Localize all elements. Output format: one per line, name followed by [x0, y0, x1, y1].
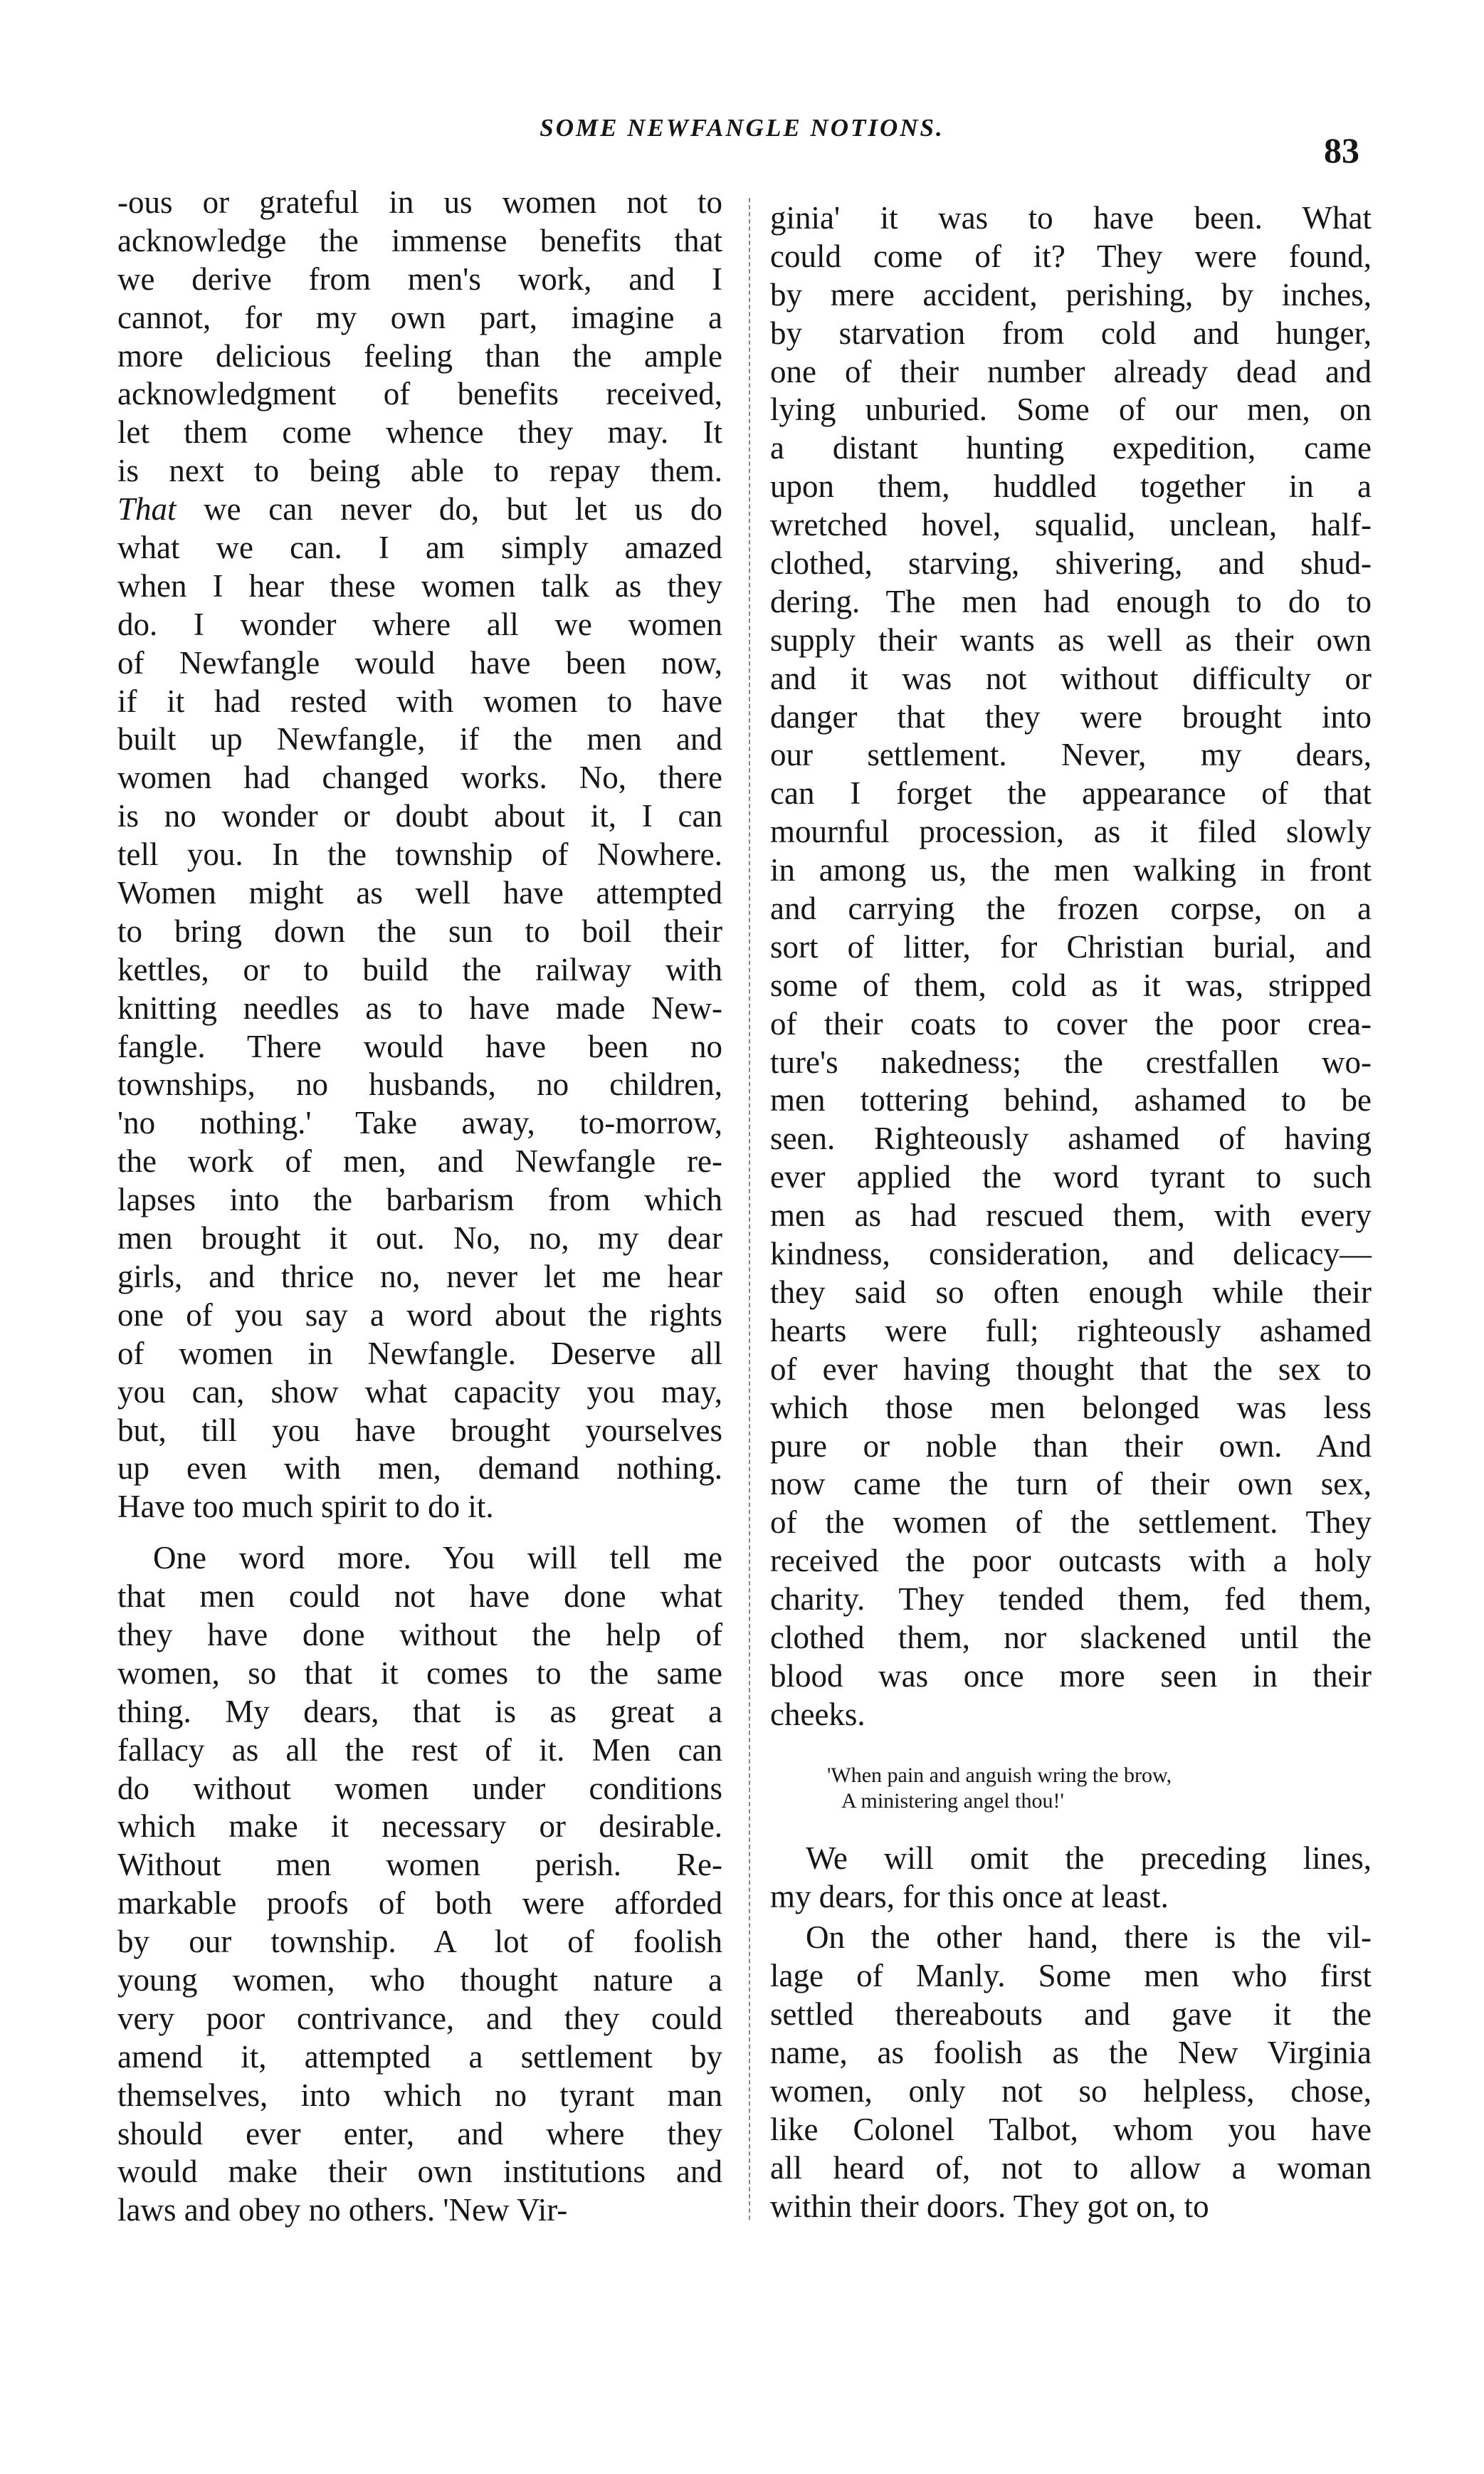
text-line: of women in Newfangle. Deserve all	[117, 1335, 722, 1371]
quote-line: A ministering angel thou!'	[841, 1788, 1064, 1813]
text-line: women had changed works. No, there	[117, 760, 722, 796]
right-column	[770, 199, 1372, 2226]
text-line: ginia' it was to have been. What	[770, 200, 1372, 236]
text-line: women, only not so helpless, chose,	[770, 2072, 1372, 2109]
text-line: Have too much spirit to do it.	[117, 1489, 494, 1525]
text-line: sort of litter, for Christian burial, and	[770, 928, 1372, 965]
text-line: one of you say a word about the rights	[117, 1296, 722, 1333]
text-line: which those men belonged was less	[770, 1389, 1372, 1425]
text-line: but, till you have brought yourselves	[117, 1412, 722, 1448]
text-line: more delicious feeling than the ample	[117, 337, 722, 374]
text-line: by starvation from cold and hunger,	[770, 315, 1372, 351]
column-divider	[749, 198, 750, 2220]
text-line: a distant hunting expedition, came	[770, 430, 1372, 466]
text-line: up even with men, demand nothing.	[117, 1450, 722, 1487]
text-line: hearts were full; righteously ashamed	[770, 1312, 1372, 1348]
paragraph	[770, 199, 1372, 1734]
text-line: knitting needles as to have made New-	[117, 990, 722, 1026]
text-line: we derive from men's work, and I	[117, 261, 722, 297]
text-line: blood was once more seen in their	[770, 1657, 1372, 1694]
text-line: they have done without the help of	[117, 1616, 722, 1652]
text-line: thing. My dears, that is as great a	[117, 1693, 722, 1729]
text-line: We will omit the preceding lines,	[806, 1840, 1372, 1876]
text-line: you can, show what capacity you may,	[117, 1373, 722, 1410]
text-line: that men could not have done what	[117, 1578, 722, 1615]
text-line: upon them, huddled together in a	[770, 468, 1372, 505]
paragraph	[770, 1919, 1372, 2226]
text-line: themselves, into which no tyrant man	[117, 2077, 722, 2113]
running-head: SOME NEWFANGLE NOTIONS.	[540, 114, 944, 142]
text-line: of ever having thought that the sex to	[770, 1351, 1372, 1387]
text-line: laws and obey no others. 'New Vir-	[117, 2192, 568, 2228]
text-line: lapses into the barbarism from which	[117, 1182, 722, 1218]
text-line: they said so often enough while their	[770, 1274, 1372, 1310]
text-line: ture's nakedness; the crestfallen wo-	[770, 1044, 1372, 1080]
text-line: fangle. There would have been no	[117, 1028, 722, 1064]
text-line: within their doors. They got on, to	[770, 2188, 1209, 2224]
text-line: acknowledge the immense benefits that	[117, 222, 722, 258]
text-line: let them come whence they may. It	[117, 414, 722, 451]
text-line: by mere accident, perishing, by inches,	[770, 276, 1372, 313]
text-line: of their coats to cover the poor crea-	[770, 1005, 1372, 1042]
page-number: 83	[1324, 130, 1359, 170]
text-line: 'no nothing.' Take away, to-morrow,	[117, 1105, 722, 1141]
paragraph	[117, 1539, 722, 2230]
text-line: -ous or grateful in us women not to	[117, 184, 722, 220]
text-line: pure or noble than their own. And	[770, 1427, 1372, 1464]
quote-line: 'When pain and anguish wring the brow,	[827, 1763, 1172, 1787]
text-line: is no wonder or doubt about it, I can	[117, 798, 722, 834]
text-line: townships, no husbands, no children,	[117, 1066, 722, 1103]
text-line: dering. The men had enough to do to	[770, 583, 1372, 619]
text-line: young women, who thought nature a	[117, 1961, 722, 1998]
text-line: markable proofs of both were afforded	[117, 1885, 722, 1922]
text-line: clothed them, nor slackened until the	[770, 1619, 1372, 1655]
text-line: amend it, attempted a settlement by	[117, 2038, 722, 2075]
text-line: lying unburied. Some of our men, on	[770, 392, 1372, 428]
text-line: could come of it? They were found,	[770, 238, 1372, 274]
paragraph-gap	[117, 1526, 722, 1539]
text-line: cannot, for my own part, imagine a	[117, 299, 722, 335]
paragraph-gap	[770, 1814, 1372, 1840]
text-line: name, as foolish as the New Virginia	[770, 2035, 1372, 2071]
text-line: do. I wonder where all we women	[117, 606, 722, 642]
text-line: settled thereabouts and gave it the	[770, 1996, 1372, 2033]
text-line: Without men women perish. Re-	[117, 1847, 722, 1883]
text-line: kettles, or to build the railway with	[117, 951, 722, 987]
text-line: in among us, the men walking in front	[770, 852, 1372, 889]
text-line: of Newfangle would have been now,	[117, 644, 722, 681]
text-line: charity. They tended them, fed them,	[770, 1581, 1372, 1618]
text-line: built up Newfangle, if the men and	[117, 721, 722, 758]
paragraph	[117, 184, 722, 1526]
text-line: On the other hand, there is the vil-	[806, 1919, 1372, 1956]
text-line: men as had rescued them, with every	[770, 1197, 1372, 1234]
text-line: fallacy as all the rest of it. Men can	[117, 1731, 722, 1768]
text-line: seen. Righteously ashamed of having	[770, 1121, 1372, 1157]
text-line: to bring down the sun to boil their	[117, 913, 722, 949]
text-line: and carrying the frozen corpse, on a	[770, 891, 1372, 927]
text-line: when I hear these women talk as they	[117, 567, 722, 604]
text-line: That we can never do, but let us do	[117, 491, 722, 528]
text-line: girls, and thrice no, never let me hear	[117, 1258, 722, 1294]
text-line: some of them, cold as it was, stripped	[770, 967, 1372, 1003]
left-column	[117, 184, 722, 2230]
text-line: all heard of, not to allow a woman	[770, 2149, 1372, 2186]
text-line: wretched hovel, squalid, unclean, half-	[770, 507, 1372, 543]
text-line: cheeks.	[770, 1696, 865, 1732]
text-line: women, so that it comes to the same	[117, 1655, 722, 1691]
text-line: if it had rested with women to have	[117, 683, 722, 719]
text-line: do without women under conditions	[117, 1770, 722, 1806]
text-line: very poor contrivance, and they could	[117, 2000, 722, 2036]
text-line: what we can. I am simply amazed	[117, 530, 722, 566]
text-line: by our township. A lot of foolish	[117, 1924, 722, 1960]
text-line: lage of Manly. Some men who first	[770, 1958, 1372, 1994]
paragraph-gap	[770, 1734, 1372, 1763]
text-line: tell you. In the township of Nowhere.	[117, 837, 722, 873]
text-line: men brought it out. No, no, my dear	[117, 1220, 722, 1257]
text-line: Women might as well have attempted	[117, 875, 722, 911]
text-line: the work of men, and Newfangle re-	[117, 1143, 722, 1180]
text-line: men tottering behind, ashamed to be	[770, 1082, 1372, 1118]
text-line: which make it necessary or desirable.	[117, 1808, 722, 1845]
text-line: supply their wants as well as their own	[770, 622, 1372, 658]
text-line: is next to being able to repay them.	[117, 453, 722, 489]
text-line: one of their number already dead and	[770, 353, 1372, 389]
text-line: danger that they were brought into	[770, 698, 1372, 735]
text-line: would make their own institutions and	[117, 2154, 722, 2190]
text-line: clothed, starving, shivering, and shud-	[770, 545, 1372, 582]
text-line: should ever enter, and where they	[117, 2115, 722, 2151]
text-line: acknowledgment of benefits received,	[117, 376, 722, 412]
text-line: ever applied the word tyrant to such	[770, 1159, 1372, 1195]
text-line: now came the turn of their own sex,	[770, 1466, 1372, 1502]
text-line: like Colonel Talbot, whom you have	[770, 2111, 1372, 2147]
text-line: mournful procession, as it filed slowly	[770, 814, 1372, 850]
paragraph	[770, 1840, 1372, 1917]
text-line: received the poor outcasts with a holy	[770, 1543, 1372, 1579]
text-line: our settlement. Never, my dears,	[770, 737, 1372, 773]
text-line: my dears, for this once at least.	[770, 1878, 1169, 1914]
text-line: kindness, consideration, and delicacy—	[770, 1236, 1372, 1272]
verse-quote	[770, 1763, 1372, 1814]
text-line: One word more. You will tell me	[153, 1540, 722, 1576]
text-line: of the women of the settlement. They	[770, 1504, 1372, 1541]
text-line: and it was not without difficulty or	[770, 660, 1372, 696]
text-line: can I forget the appearance of that	[770, 775, 1372, 812]
